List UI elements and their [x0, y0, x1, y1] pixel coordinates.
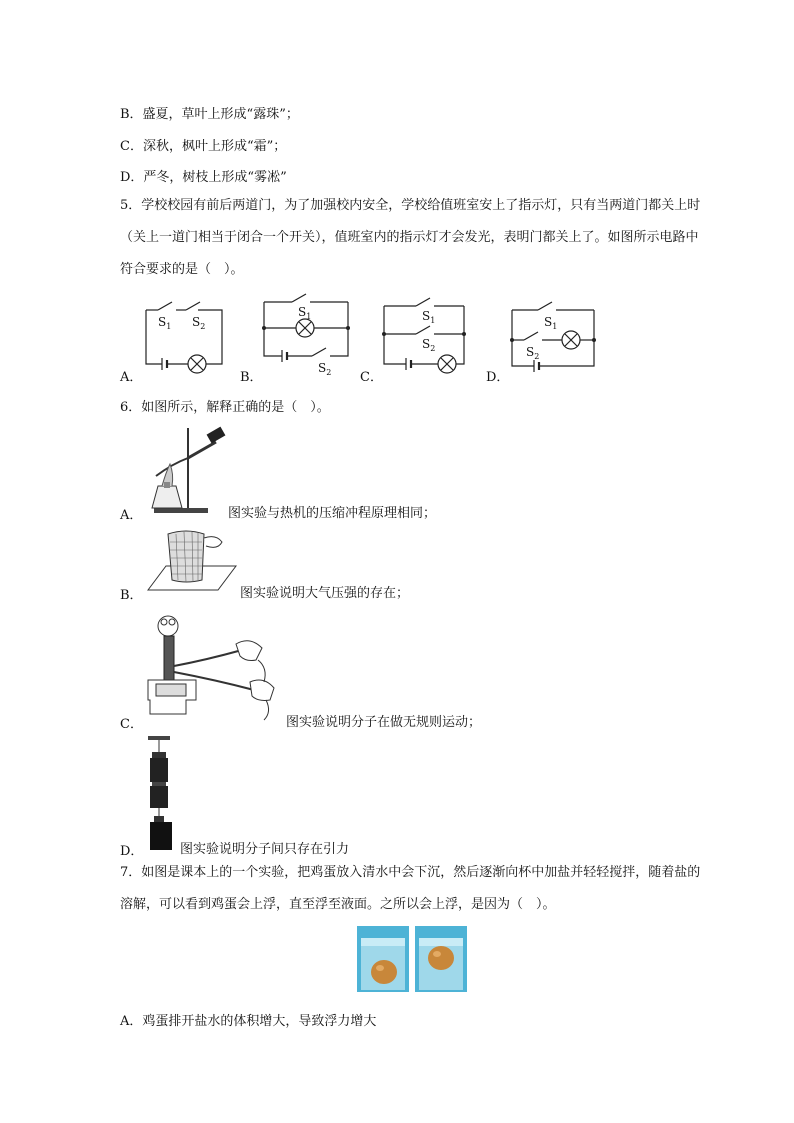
option-c-prev: C．深秋，枫叶上形成“霜”；: [120, 139, 287, 154]
q6-option-d-label: D．: [120, 844, 144, 859]
q5-option-a-label: A．: [120, 370, 143, 385]
q6-option-a-text: 图实验与热机的压缩冲程原理相同；: [228, 506, 437, 521]
circuit-a-s1: $S_1$: [158, 315, 172, 331]
option-d-prev: D．严冬，树枝上形成“雾凇”: [120, 170, 287, 185]
q6-option-b-label: B．: [120, 588, 143, 603]
q6-option-c-text: 图实验说明分子在做无规则运动；: [286, 715, 482, 730]
circuit-d-s1: $S_1$: [544, 315, 558, 331]
option-b-prev: B．盛夏，草叶上形成“露珠”；: [120, 107, 299, 122]
egg-in-saltwater-figure: [357, 926, 467, 992]
question-6-text: 6．如图所示，解释正确的是（ ）。: [120, 400, 330, 415]
lead-cylinders-experiment-figure: [146, 734, 178, 852]
q6-option-b-text: 图实验说明大气压强的存在；: [240, 586, 410, 601]
q6-option-c-label: C．: [120, 717, 143, 732]
q6-option-a-label: A．: [120, 508, 143, 523]
question-5-text: 5．学校校园有前后两道门，为了加强校内安全，学校给值班室安上了指示灯，只有当两道门都关上时（关上一道门相当于闭合一个开关），值班室内的指示灯才会发光，表明门都关上了。如图所示电路中符合要求的是（ ）。: [120, 198, 701, 277]
circuit-c-s2: $S_2$: [422, 337, 436, 353]
circuit-diagram-c: [384, 298, 474, 378]
circuit-c-s1: $S_1$: [422, 309, 436, 325]
q5-option-c-label: C．: [360, 370, 383, 385]
circuit-diagram-d: [512, 300, 602, 380]
test-tube-experiment-figure: [146, 424, 226, 516]
rope-friction-experiment-figure: [146, 610, 282, 722]
q7-option-a: A．鸡蛋排开盐水的体积增大，导致浮力增大: [120, 1014, 377, 1029]
question-7-text: 7．如图是课本上的一个实验，把鸡蛋放入清水中会下沉，然后逐渐向杯中加盐并轻轻搅拌，随着盐的溶解，可以看到鸡蛋会上浮，直至浮至液面。之所以会上浮，是因为（ ）。: [120, 865, 701, 912]
circuit-diagram-b: [264, 296, 354, 376]
q5-option-b-label: B．: [240, 370, 263, 385]
circuit-b-s2: $S_2$: [318, 361, 332, 377]
circuit-d-s2: $S_2$: [526, 345, 540, 361]
circuit-diagram-a: [146, 296, 226, 376]
inverted-cup-experiment-figure: [146, 528, 238, 600]
q5-option-d-label: D．: [486, 370, 510, 385]
circuit-a-s2: $S_2$: [192, 315, 206, 331]
q6-option-d-text: 图实验说明分子间只存在引力: [180, 842, 350, 857]
circuit-b-s1: $S_1$: [298, 305, 312, 321]
